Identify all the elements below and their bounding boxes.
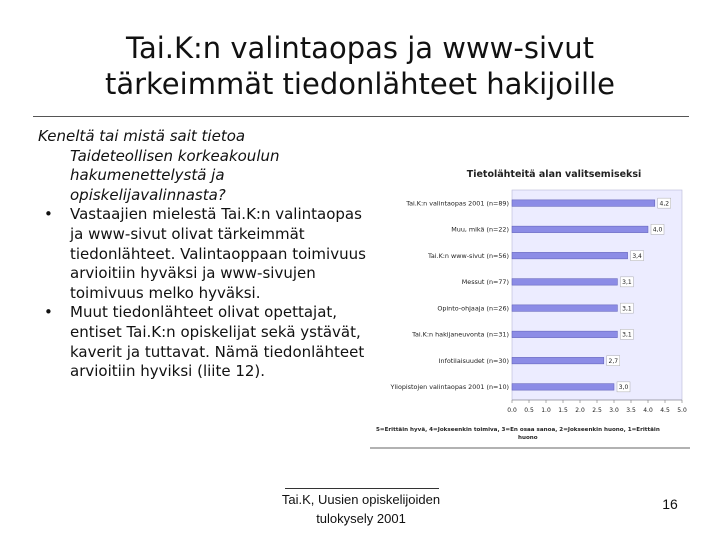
intro-rest: Taideteollisen korkeakoulun hakumenettelystä ja opiskelijavalinnasta?	[70, 146, 280, 204]
chart-footnote-line-1: 5=Erittäin hyvä, 4=Jokseenkin toimiva, 3=En osaa sanoa, 2=Jokseenkin huono, 1=Erittäin	[376, 427, 660, 433]
x-tick-label: 3.0	[609, 407, 619, 414]
chart-title: Tietolähteitä alan valitsemiseksi	[466, 169, 642, 180]
x-tick-label: 3.5	[626, 407, 636, 414]
page-number: 16	[662, 496, 678, 512]
bullet-icon: •	[44, 303, 53, 322]
chart-footnote-line-2: huono	[518, 435, 538, 441]
category-label: Tai.K:n valintaopas 2001 (n=89)	[406, 199, 509, 208]
category-label: Messut (n=77)	[461, 278, 509, 287]
slide-body	[38, 127, 368, 382]
bullet-text: Vastaajien mielestä Tai.K:n valintaopas ja www-sivut olivat tärkeimmät tiedonlähteet. Valintaoppaan toimivuus arvioitiin hyväksi ja www-sivujen toimivuus melko hyväksi.	[70, 205, 366, 302]
x-tick-label: 0.5	[524, 407, 534, 414]
slide-title	[0, 30, 720, 102]
category-label: Tai.K:n www-sivut (n=56)	[428, 251, 509, 260]
data-label: 4,2	[659, 200, 670, 208]
bar	[512, 226, 648, 233]
x-tick-label: 0.0	[507, 407, 517, 414]
intro-question	[38, 127, 368, 205]
x-tick-label: 2.0	[575, 407, 585, 414]
x-tick-label: 4.0	[643, 407, 653, 414]
bar	[512, 331, 617, 338]
footer	[270, 490, 452, 528]
footer-line-2: tulokysely 2001	[316, 511, 406, 526]
bar-chart	[368, 162, 692, 452]
data-label: 3,0	[618, 384, 629, 392]
title-line-1: Tai.K:n valintaopas ja www-sivut	[126, 31, 594, 65]
data-label: 3,4	[632, 252, 642, 260]
x-tick-label: 5.0	[677, 407, 687, 414]
category-label: Infotilaisuudet (n=30)	[438, 356, 509, 365]
data-label: 3,1	[622, 279, 632, 287]
bar	[512, 200, 655, 207]
category-label: Yliopistojen valintaopas 2001 (n=10)	[390, 383, 509, 392]
x-tick-label: 4.5	[660, 407, 670, 414]
data-label: 3,1	[622, 305, 632, 313]
category-label: Opinto-ohjaaja (n=26)	[437, 304, 509, 313]
intro-lead: Keneltä tai mistä sait tietoa	[38, 127, 246, 145]
bullet-icon: •	[44, 205, 53, 224]
plot-background	[512, 190, 682, 400]
bullet-item	[38, 303, 368, 381]
chart-container	[368, 162, 692, 452]
x-tick-label: 2.5	[592, 407, 602, 414]
footer-line-1: Tai.K, Uusien opiskelijoiden	[281, 492, 441, 507]
bar	[512, 384, 614, 391]
bullet-text: Muut tiedonlähteet olivat opettajat, entiset Tai.K:n opiskelijat sekä ystävät, kaverit ja tuttavat. Nämä tiedonlähteet arvioitiin hyviksi (liite 12).	[70, 303, 365, 381]
x-tick-label: 1.0	[541, 407, 551, 414]
data-label: 4,0	[652, 226, 663, 234]
title-line-2: tärkeimmät tiedonlähteet hakijoille	[104, 67, 616, 101]
bar	[512, 279, 617, 286]
x-tick-label: 1.5	[558, 407, 568, 414]
footer-divider	[285, 488, 439, 489]
category-label: Muu, mikä (n=22)	[451, 225, 509, 234]
data-label: 3,1	[622, 331, 632, 339]
bar	[512, 305, 617, 312]
bullet-item	[38, 205, 368, 303]
bar	[512, 252, 628, 259]
title-divider	[33, 116, 689, 117]
category-label: Tai.K:n hakijaneuvonta (n=31)	[412, 330, 509, 339]
bar	[512, 357, 604, 364]
data-label: 2,7	[608, 357, 619, 365]
